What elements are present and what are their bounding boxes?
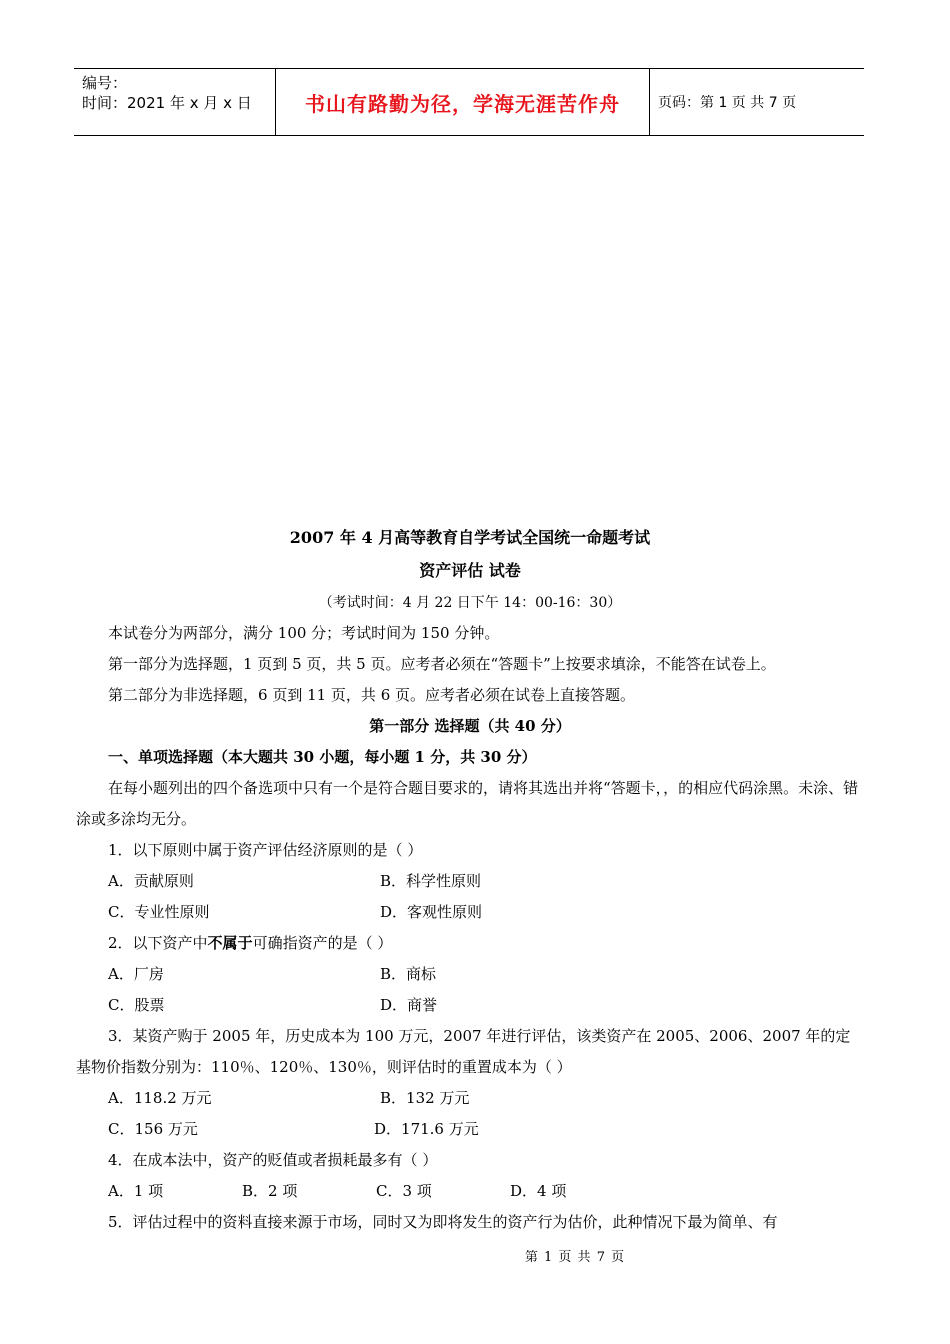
exam-time-note: （考试时间：4 月 22 日下午 14：00-16：30） [318, 595, 622, 611]
option-a: A．厂房 [108, 965, 164, 983]
question-stem: 3．某资产购于 2005 年，历史成本为 100 万元，2007 年进行评估，该类资产在 2005、2006、2007 年的定基物价指数分别为：110％、120％、130％，则评估时的重置成本为（ ） [76, 1027, 851, 1076]
exam-title: 2007 年 4 月高等教育自学考试全国统一命题考试 [289, 528, 651, 547]
page-footer [0, 1246, 950, 1265]
option-b: B．132 万元 [380, 1089, 470, 1107]
question-stem: 4．在成本法中，资产的贬值或者损耗最多有（ ） [108, 1151, 438, 1169]
option-a: A．贡献原则 [108, 872, 194, 890]
option-row [76, 1083, 864, 1114]
option-row [76, 959, 864, 990]
option-a: A．1 项 [108, 1182, 164, 1200]
stem-part: 可确指资产的是（ ） [252, 934, 393, 952]
stem-part: 2．以下资产中 [108, 934, 208, 952]
header-motto: 书山有路勤为径，学海无涯苦作舟 [276, 69, 650, 135]
option-b: B．科学性原则 [380, 872, 482, 890]
question-stem: 5．评估过程中的资料直接来源于市场，同时又为即将发生的资产行为估价，此种情况下最为简单、有 [108, 1213, 778, 1231]
intro-line: 第一部分为选择题，1 页到 5 页，共 5 页。应考者必须在“答题卡”上按要求填涂，不能答在试卷上。 [108, 655, 776, 673]
page-header [74, 68, 864, 136]
option-b: B．2 项 [242, 1182, 298, 1200]
option-row [76, 897, 864, 928]
option-c: C．156 万元 [108, 1120, 198, 1138]
option-d: D．客观性原则 [380, 903, 483, 921]
exam-content [76, 522, 864, 1238]
option-row [76, 866, 864, 897]
option-row [76, 990, 864, 1021]
intro-line: 本试卷分为两部分，满分 100 分；考试时间为 150 分钟。 [108, 624, 500, 642]
exam-subtitle: 资产评估 试卷 [419, 561, 521, 580]
option-d: D．4 项 [510, 1182, 567, 1200]
question-stem [76, 928, 864, 959]
option-row [76, 1114, 864, 1145]
intro-line: 第二部分为非选择题，6 页到 11 页，共 6 页。应考者必须在试卷上直接答题。 [108, 686, 636, 704]
option-d: D．171.6 万元 [374, 1120, 479, 1138]
option-a: A．118.2 万元 [108, 1089, 212, 1107]
date-label: 时间：2021 年 x 月 x 日 [82, 94, 252, 112]
section1-instruction: 在每小题列出的四个备选项中只有一个是符合题目要求的，请将其选出并将“答题卡，，的相应代码涂黑。未涂、错涂或多涂均无分。 [76, 779, 859, 828]
header-meta [74, 69, 276, 135]
question-stem: 1．以下原则中属于资产评估经济原则的是（ ） [108, 841, 423, 859]
stem-emphasis: 不属于 [207, 934, 253, 952]
option-row [76, 1176, 864, 1207]
option-c: C．股票 [108, 996, 165, 1014]
option-d: D．商誉 [380, 996, 438, 1014]
option-b: B．商标 [380, 965, 437, 983]
footer-page-number: 第 1 页 共 7 页 [524, 1250, 626, 1265]
option-c: C．3 项 [376, 1182, 432, 1200]
header-page-info: 页码：第 1 页 共 7 页 [658, 95, 797, 111]
option-c: C．专业性原则 [108, 903, 210, 921]
section1-title: 一、单项选择题（本大题共 30 小题，每小题 1 分，共 30 分） [108, 748, 537, 766]
number-label: 编号： [82, 74, 128, 92]
part1-title: 第一部分 选择题（共 40 分） [369, 717, 571, 735]
